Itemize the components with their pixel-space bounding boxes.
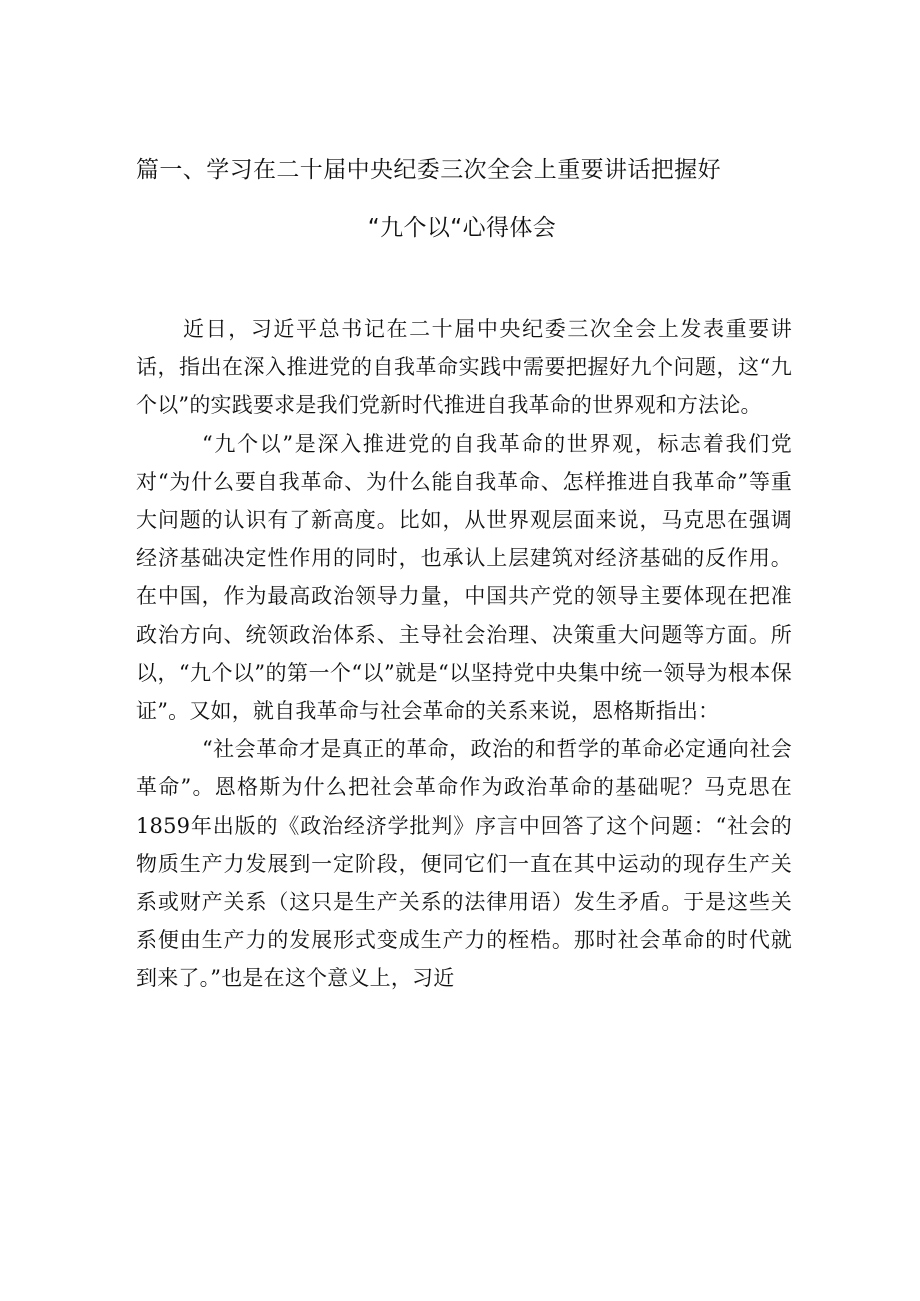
paragraph-3: “社会革命才是真正的革命，政治的和哲学的革命必定通向社会革命”。恩格斯为什么把社会革命作为政治革命的基础呢？马克思在1859年出版的《政治经济学批判》序言中回答了这个问题：“社会的物质生产力发展到一定阶段，便同它们一直在其中运动的现存生产关系或财产关系（这只是生产关系的法律用语）发生矛盾。于是这些关系便由生产力的发展形式变成生产力的桎梏。那时社会革命的时代就到来了。”也是在这个意义上，习近 bbox=[136, 737, 792, 991]
document-title-line-2: “九个以“心得体会 bbox=[367, 215, 557, 241]
paragraph-2: “九个以”是深入推进党的自我革命的世界观，标志着我们党对“为什么要自我革命、为什么能自我革命、怎样推进自我革命”等重大问题的认识有了新高度。比如，从世界观层面来说，马克思在强调经济基础决定性作用的同时，也承认上层建筑对经济基础的反作用。在中国，作为最高政治领导力量，中国共产党的领导主要体现在把准政治方向、统领政治体系、主导社会治理、决策重大问题等方面。所以，“九个以”的第一个“以”就是“以坚持党中央集中统一领导为根本保证”。又如，就自我革命与社会革命的关系来说，恩格斯指出： bbox=[136, 431, 792, 724]
document-title-line-1: 篇一、学习在二十届中央纪委三次全会上重要讲话把握好 bbox=[136, 157, 721, 183]
document-body bbox=[136, 310, 792, 998]
paragraph-1: 近日，习近平总书记在二十届中央纪委三次全会上发表重要讲话，指出在深入推进党的自我革命实践中需要把握好九个问题，这“九个以”的实践要求是我们党新时代推进自我革命的世界观和方法论。 bbox=[136, 317, 792, 418]
